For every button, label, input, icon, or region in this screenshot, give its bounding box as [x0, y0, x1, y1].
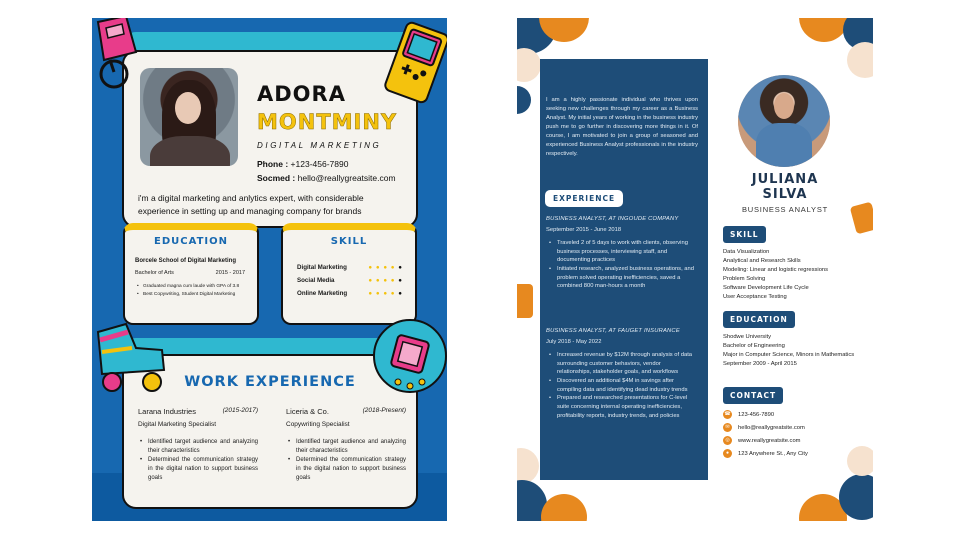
education-title: EDUCATION: [154, 236, 228, 247]
decor-circle: [847, 42, 873, 78]
decor-circle: [541, 494, 587, 521]
tamagotchi-illustration: [368, 314, 447, 398]
summary-text: I am a highly passionate individual who thrives upon seeking new challenges through my career as a Business Analyst. My initial years of working in the business industry push me to go further in discovering more things in it. Of course, I am motivated to join a group of seasoned and experienced Business Analyst professionals in the industry respectively.: [546, 97, 698, 157]
website-icon: ◎: [723, 436, 732, 445]
last-name: SILVA: [762, 187, 808, 202]
skill-row: [297, 277, 403, 284]
job-bullet: • Increased revenue by $12M through analysis of data surrounding customer behaviors, vendor relationships, stakeholder goals, and workflows: [546, 351, 696, 377]
decor-circle: [517, 448, 539, 484]
skill-item: Data Visualization: [723, 249, 770, 255]
skill-item: Modeling: Linear and logistic regressions: [723, 266, 829, 273]
skill-level-dots: ● ● ● ● ●: [368, 290, 403, 297]
skill-item: Software Development Life Cycle: [723, 284, 809, 291]
school-name: Borcele School of Digital Marketing: [135, 258, 237, 264]
job-bullets: [546, 239, 696, 291]
job-entry: [546, 216, 696, 291]
job-bullet: • Prepared and researched presentations for C-level suite concerning internal operating inefficiencies, profitability reports, industry trends, and policies: [546, 394, 696, 420]
job-years: (2015-2017): [222, 407, 258, 414]
profile-photo: [140, 68, 238, 166]
company-name: Larana Industries: [138, 407, 196, 416]
job-bullet: • Initiated research, analyzed business operations, and problem solved operating inefficiencies, saved a combined 800 man-hours a month: [546, 265, 696, 291]
job-dates: September 2015 - June 2018: [546, 227, 622, 233]
contact-title: CONTACT: [723, 387, 783, 404]
socmed-value: hello@reallygreatsite.com: [297, 173, 396, 183]
education-note: • Graduated magna cum laude with GPA of 3.8: [137, 284, 255, 289]
job-bullets: [138, 438, 258, 483]
job-entry: [546, 328, 696, 421]
skill-name: Online Marketing: [297, 290, 348, 297]
job-bullet: • Identified target audience and analyzing their characteristics: [138, 438, 258, 456]
skill-name: Social Media: [297, 277, 335, 284]
job-position: Copywriting Specialist: [286, 421, 350, 428]
handheld-console-illustration: [380, 20, 447, 108]
email-value: hello@reallygreatsite.com: [738, 425, 805, 431]
skill-level-dots: ● ● ● ● ●: [368, 277, 403, 284]
last-name: MONTMINY: [257, 110, 398, 134]
job-title: BUSINESS ANALYST, AT FAUGET INSURANCE: [546, 328, 680, 334]
job-bullet: • Determined the communication strategy in the digital nation to support business goals: [286, 456, 406, 483]
socmed-label: Socmed :: [257, 173, 296, 183]
socmed-line: [257, 173, 396, 183]
profile-photo: [738, 75, 830, 167]
phone-label: Phone :: [257, 159, 289, 169]
job-dates: July 2018 - May 2022: [546, 339, 602, 345]
email-icon: ✉: [723, 423, 732, 432]
job-bullet: • Determined the communication strategy in the digital nation to support business goals: [138, 456, 258, 483]
job-bullets: [546, 351, 696, 421]
education-card: [123, 223, 259, 325]
skill-row: [297, 264, 403, 271]
skill-item: User Acceptance Testing: [723, 293, 787, 300]
phone-value: 123-456-7890: [738, 412, 775, 418]
degree: Bachelor of Arts: [135, 270, 174, 276]
education-note: • Best Copywriting, Student Digital Marketing: [137, 292, 255, 297]
education-list: [723, 333, 863, 369]
backpack-illustration: [92, 18, 146, 94]
decor-circle: [517, 86, 531, 114]
phone-line: [257, 159, 348, 169]
job-bullet: • Identified target audience and analyzing their characteristics: [286, 438, 406, 456]
education-item: Bachelor of Engineering: [723, 342, 785, 349]
first-name: ADORA: [257, 82, 346, 106]
job-position: Digital Marketing Specialist: [138, 421, 217, 428]
job-bullet: • Traveled 2 of 5 days to work with clients, observing business processes, interviewing staff, and documenting practices: [546, 239, 696, 265]
job-role: BUSINESS ANALYST: [741, 205, 829, 214]
location-icon: ●: [723, 449, 732, 458]
skill-row: [297, 290, 403, 297]
website-value: www.reallygreatsite.com: [738, 438, 801, 444]
education-item: Major in Computer Science, Minors in Mathematics: [723, 351, 855, 358]
decor-shape: [517, 284, 533, 318]
summary-text: i'm a digital marketing and anlytics expert, with considerable experience in setting up and managing company for brands: [138, 193, 364, 216]
skill-item: Analytical and Research Skills: [723, 257, 801, 264]
skill-level-dots: ● ● ● ● ●: [368, 264, 403, 271]
job-entry: [286, 407, 406, 483]
job-years: (2018-Present): [362, 407, 406, 414]
job-bullet: • Discovered an additional $4M in savings after compiling data and identifying dead industry trends: [546, 377, 696, 394]
job-title: BUSINESS ANALYST, AT INGOUDE COMPANY: [546, 216, 679, 222]
job-entry: [138, 407, 258, 483]
skill-card: [281, 223, 417, 325]
resume-right: [517, 18, 873, 521]
work-experience-title: WORK EXPERIENCE: [184, 374, 356, 390]
decor-circle: [517, 48, 541, 82]
first-name: JULIANA: [751, 172, 819, 187]
decor-circle: [847, 446, 873, 476]
job-bullets: [286, 438, 406, 483]
roller-skate-illustration: [92, 318, 170, 398]
skill-item: Problem Solving: [723, 275, 766, 282]
education-years: 2015 - 2017: [215, 270, 245, 276]
education-item: September 2009 - April 2015: [723, 360, 797, 367]
company-name: Liceria & Co.: [286, 407, 329, 416]
phone-icon: ☎: [724, 411, 731, 417]
skill-name: Digital Marketing: [297, 264, 347, 271]
profile-card: [122, 50, 418, 228]
phone-value: +123-456-7890: [290, 159, 349, 169]
address-value: 123 Anywhere St., Any City: [738, 451, 808, 457]
skill-title: SKILL: [330, 236, 368, 247]
resume-left: [92, 18, 447, 521]
job-role: DIGITAL MARKETING: [257, 141, 382, 150]
experience-title: EXPERIENCE: [545, 190, 623, 207]
skill-list: [723, 248, 863, 302]
education-title: EDUCATION: [723, 311, 795, 328]
education-notes: [137, 284, 255, 300]
decor-circle: [799, 18, 849, 42]
skill-title: SKILL: [723, 226, 766, 243]
education-item: Shodwe University: [723, 334, 772, 340]
